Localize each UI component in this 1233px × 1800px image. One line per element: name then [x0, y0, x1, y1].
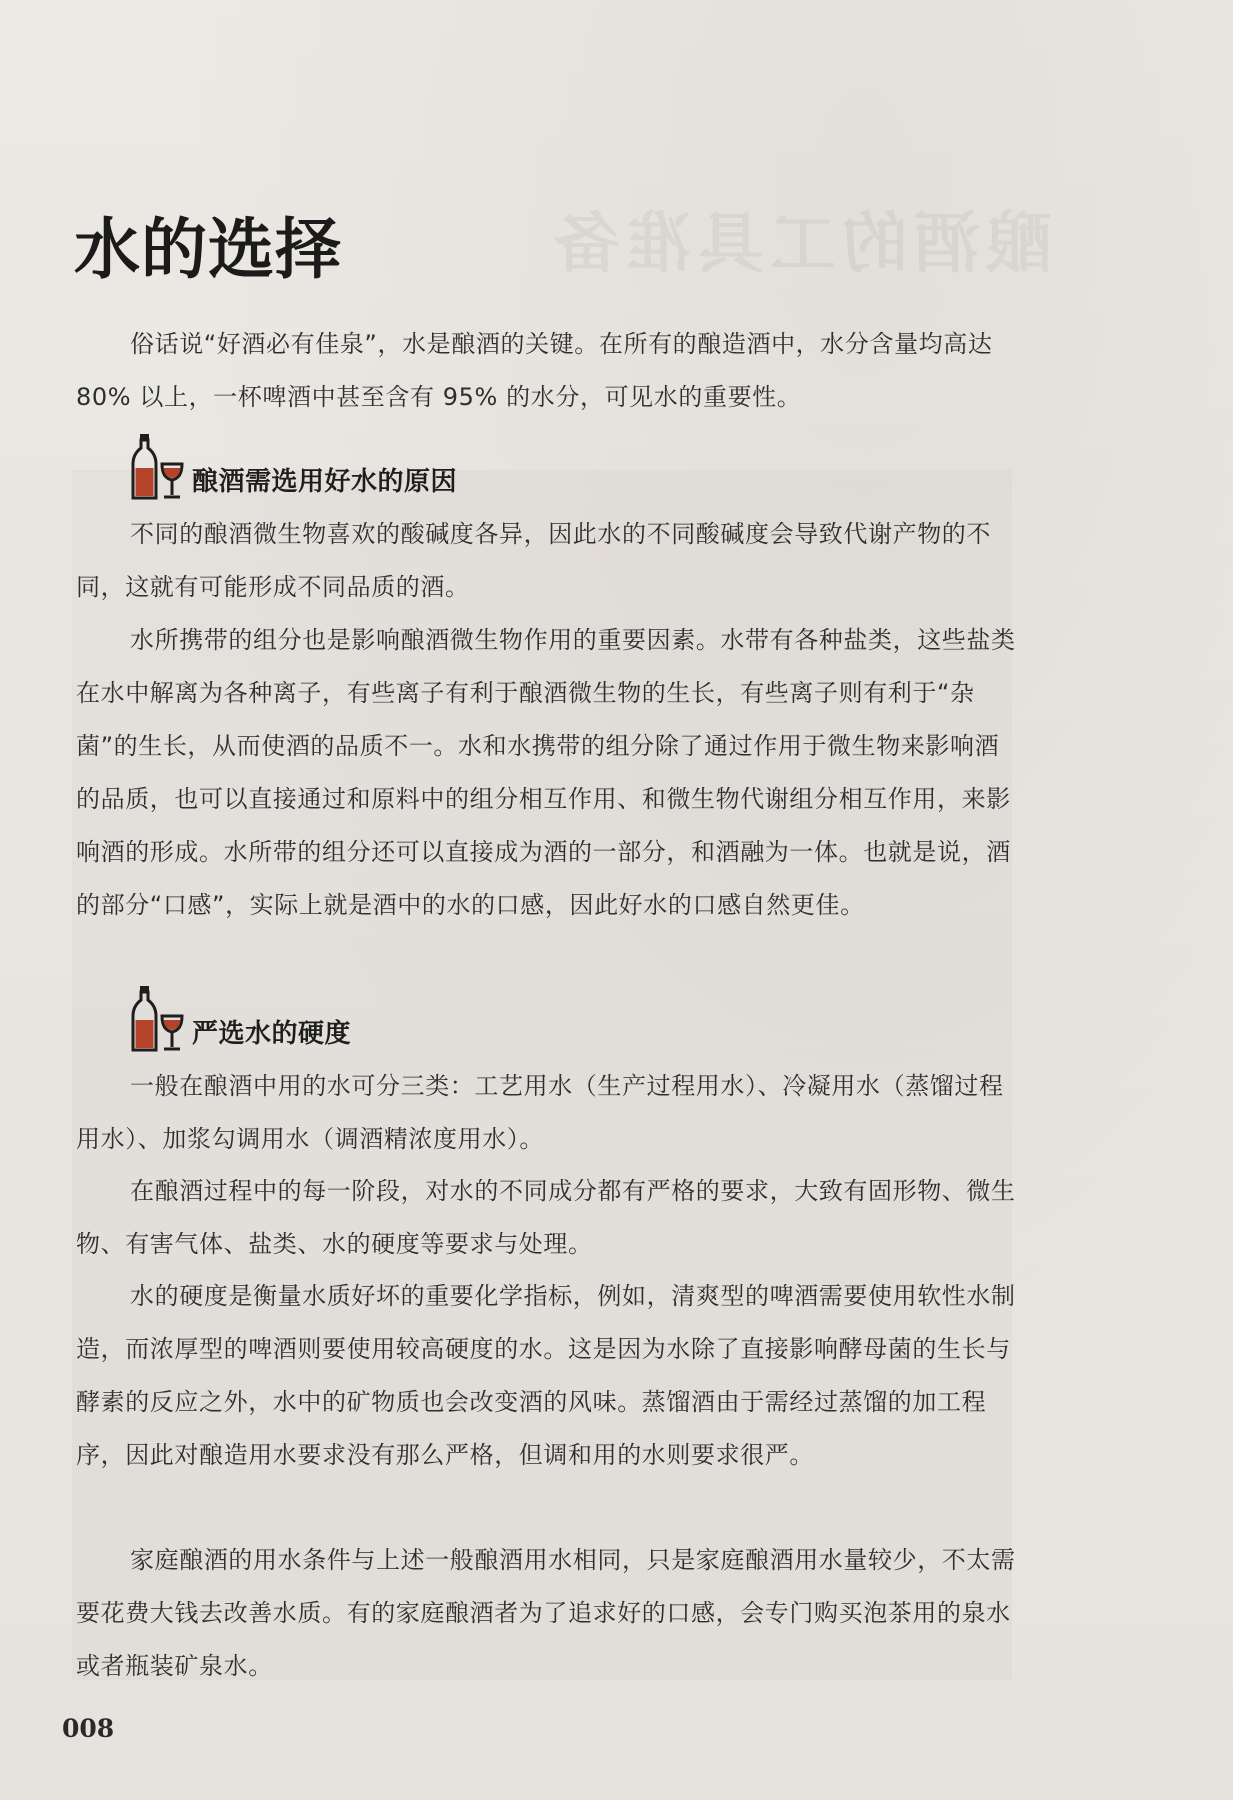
section-heading-2	[128, 984, 351, 1054]
section-1-paragraph-2: 水所携带的组分也是影响酿酒微生物作用的重要因素。水带有各种盐类，这些盐类在水中解离为各种离子，有些离子有利于酿酒微生物的生长，有些离子则有利于“杂菌”的生长，从而使酒的品质不一。水和水携带的组分除了通过作用于微生物来影响酒的品质，也可以直接通过和原料中的组分相互作用、和微生物代谢组分相互作用，来影响酒的形成。水所带的组分还可以直接成为酒的一部分，和酒融为一体。也就是说，酒的部分“口感”，实际上就是酒中的水的口感，因此好水的口感自然更佳。	[76, 626, 1016, 919]
section-heading-label: 酿酒需选用好水的原因	[192, 467, 458, 497]
section-2-paragraph-3: 水的硬度是衡量水质好坏的重要化学指标，例如，清爽型的啤酒需要使用软性水制造，而浓厚型的啤酒则要使用较高硬度的水。这是因为水除了直接影响酵母菌的生长与酵素的反应之外，水中的矿物质也会改变酒的风味。蒸馏酒由于需经过蒸馏的加工程序，因此对酿造用水要求没有那么严格，但调和用的水则要求很严。	[76, 1282, 1016, 1469]
section-1-paragraph-1: 不同的酿酒微生物喜欢的酸碱度各异，因此水的不同酸碱度会导致代谢产物的不同，这就有可能形成不同品质的酒。	[76, 520, 991, 601]
section-2-paragraph-2: 在酿酒过程中的每一阶段，对水的不同成分都有严格的要求，大致有固形物、微生物、有害气体、盐类、水的硬度等要求与处理。	[76, 1177, 1016, 1258]
section-heading-1	[128, 432, 457, 502]
intro-paragraph: 俗话说“好酒必有佳泉”，水是酿酒的关键。在所有的酿造酒中，水分含量均高达 80% 以上，一杯啤酒中甚至含有 95% 的水分，可见水的重要性。	[76, 330, 993, 411]
wine-bottle-glass-icon	[128, 432, 190, 502]
section-2-paragraph-4: 家庭酿酒的用水条件与上述一般酿酒用水相同，只是家庭酿酒用水量较少，不太需要花费大钱去改善水质。有的家庭酿酒者为了追求好的口感，会专门购买泡茶用的泉水或者瓶装矿泉水。	[76, 1546, 1016, 1680]
page-number: 008	[62, 1714, 115, 1743]
section-2-paragraph-1: 一般在酿酒中用的水可分三类：工艺用水（生产过程用水）、冷凝用水（蒸馏过程用水）、加浆勾调用水（调酒精浓度用水）。	[76, 1072, 1004, 1153]
bleed-through-text: 酿酒的工具准备	[548, 204, 1052, 282]
wine-bottle-glass-icon	[128, 984, 190, 1054]
section-heading-label: 严选水的硬度	[192, 1019, 352, 1049]
page-title: 水的选择	[74, 211, 342, 288]
